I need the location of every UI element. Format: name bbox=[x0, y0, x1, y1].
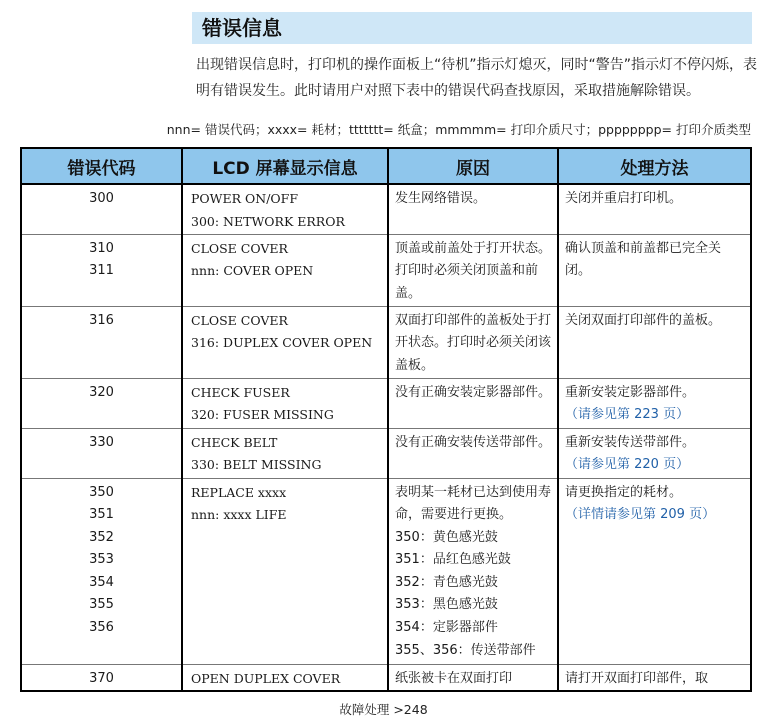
cause-text: 没有正确安装定影器部件。 bbox=[395, 384, 552, 400]
action-text: 请打开双面打印部件，取 bbox=[565, 670, 709, 686]
cause-cell bbox=[388, 478, 558, 664]
header-error-code: 错误代码 bbox=[21, 148, 182, 184]
error-code: 300 bbox=[89, 191, 114, 206]
lcd-line: 330: BELT MISSING bbox=[191, 457, 322, 473]
table-header-row bbox=[21, 148, 751, 184]
cause-text: 发生网络错误。 bbox=[395, 191, 487, 206]
legend-line: nnn= 错误代码；xxxx= 耗材；ttttttt= 纸盒；mmmmm= 打印介质尺寸；pppppppp= 打印介质类型 bbox=[166, 122, 751, 137]
lcd-line: 300: NETWORK ERROR bbox=[191, 213, 345, 229]
error-code: 316 bbox=[89, 312, 114, 328]
lcd-message-cell bbox=[182, 234, 388, 306]
cause-list-item: 351：品红色感光鼓 bbox=[395, 552, 511, 568]
header-cause: 原因 bbox=[388, 148, 558, 184]
error-code-cell bbox=[21, 664, 182, 691]
error-code: 356 bbox=[89, 620, 114, 636]
lcd-message-cell bbox=[182, 478, 388, 664]
action-text: 关闭并重启打印机。 bbox=[565, 191, 683, 206]
action-cell bbox=[558, 184, 751, 234]
action-text: 关闭双面打印部件的盖板。 bbox=[565, 312, 722, 328]
table-row bbox=[21, 478, 751, 664]
cause-cell bbox=[388, 306, 558, 378]
action-cell bbox=[558, 428, 751, 478]
lcd-line: 320: FUSER MISSING bbox=[191, 407, 334, 423]
error-code-cell bbox=[21, 378, 182, 428]
lcd-line: 316: DUPLEX COVER OPEN bbox=[191, 335, 373, 351]
page-reference-link[interactable]: （详情请参见第 209 页） bbox=[565, 507, 716, 523]
action-text: 重新安装传送带部件。 bbox=[565, 434, 696, 450]
cause-list-item: 350：黄色感光鼓 bbox=[395, 529, 498, 545]
error-code: 320 bbox=[89, 384, 114, 400]
header-action: 处理方法 bbox=[558, 148, 751, 184]
cause-cell bbox=[388, 378, 558, 428]
cause-cell bbox=[388, 184, 558, 234]
action-text: 请更换指定的耗材。 bbox=[565, 484, 683, 500]
error-code: 355 bbox=[89, 597, 114, 613]
error-code: 330 bbox=[89, 434, 114, 450]
cause-text: 纸张被卡在双面打印 bbox=[395, 670, 513, 686]
error-code: 311 bbox=[89, 263, 114, 279]
error-code-cell bbox=[21, 234, 182, 306]
cause-text: 没有正确安装传送带部件。 bbox=[395, 434, 552, 450]
cause-list-item: 355、356：传送带部件 bbox=[395, 642, 536, 658]
cause-list-item: 353：黑色感光鼓 bbox=[395, 597, 498, 613]
action-text: 重新安装定影器部件。 bbox=[565, 384, 696, 400]
action-text: 确认顶盖和前盖都已完全关闭。 bbox=[565, 240, 722, 279]
lcd-message-cell bbox=[182, 428, 388, 478]
error-code-cell bbox=[21, 478, 182, 664]
lcd-line: CHECK FUSER bbox=[191, 384, 290, 400]
table-row bbox=[21, 428, 751, 478]
error-code-cell bbox=[21, 184, 182, 234]
error-code: 354 bbox=[89, 574, 114, 590]
error-code: 370 bbox=[89, 670, 114, 686]
lcd-message-cell bbox=[182, 306, 388, 378]
error-code-cell bbox=[21, 306, 182, 378]
error-code: 353 bbox=[89, 552, 114, 568]
error-code: 351 bbox=[89, 507, 114, 523]
page-footer: 故障处理 >248 bbox=[339, 702, 428, 717]
lcd-message-cell bbox=[182, 378, 388, 428]
table-row bbox=[21, 234, 751, 306]
action-cell bbox=[558, 306, 751, 378]
action-cell bbox=[558, 664, 751, 691]
cause-cell bbox=[388, 234, 558, 306]
table-row bbox=[21, 664, 751, 691]
lcd-message-cell bbox=[182, 184, 388, 234]
header-lcd-message: LCD 屏幕显示信息 bbox=[182, 148, 388, 184]
lcd-line: OPEN DUPLEX COVER bbox=[191, 670, 341, 686]
error-code: 350 bbox=[89, 484, 114, 500]
table-row bbox=[21, 184, 751, 234]
table-row bbox=[21, 306, 751, 378]
table-row bbox=[21, 378, 751, 428]
lcd-line: POWER ON/OFF bbox=[191, 191, 299, 206]
cause-text: 表明某一耗材已达到使用寿命，需要进行更换。 bbox=[395, 484, 552, 523]
action-cell bbox=[558, 378, 751, 428]
error-code: 310 bbox=[89, 240, 114, 256]
cause-list-item: 352：青色感光鼓 bbox=[395, 574, 498, 590]
intro-paragraph: 出现错误信息时，打印机的操作面板上“待机”指示灯熄灭，同时“警告”指示灯不停闪烁，表明有错误发生。此时请用户对照下表中的错误代码查找原因，采取措施解除错误。 bbox=[196, 57, 758, 99]
page-reference-link[interactable]: （请参见第 223 页） bbox=[565, 407, 690, 423]
lcd-line: nnn: xxxx LIFE bbox=[191, 507, 287, 523]
lcd-line: CLOSE COVER bbox=[191, 240, 288, 256]
cause-list-item: 354：定影器部件 bbox=[395, 620, 498, 636]
error-code-cell bbox=[21, 428, 182, 478]
lcd-line: CLOSE COVER bbox=[191, 312, 288, 328]
cause-cell bbox=[388, 428, 558, 478]
cause-text: 顶盖或前盖处于打开状态。打印时必须关闭顶盖和前盖。 bbox=[395, 240, 552, 301]
cause-text: 双面打印部件的盖板处于打开状态。打印时必须关闭该盖板。 bbox=[395, 312, 552, 373]
action-cell bbox=[558, 478, 751, 664]
section-title: 错误信息 bbox=[192, 12, 752, 44]
error-code: 352 bbox=[89, 529, 114, 545]
cause-cell bbox=[388, 664, 558, 691]
error-table bbox=[20, 147, 752, 692]
page-reference-link[interactable]: （请参见第 220 页） bbox=[565, 457, 690, 473]
lcd-message-cell bbox=[182, 664, 388, 691]
lcd-line: REPLACE xxxx bbox=[191, 484, 287, 500]
action-cell bbox=[558, 234, 751, 306]
lcd-line: nnn: COVER OPEN bbox=[191, 263, 314, 279]
lcd-line: CHECK BELT bbox=[191, 434, 278, 450]
